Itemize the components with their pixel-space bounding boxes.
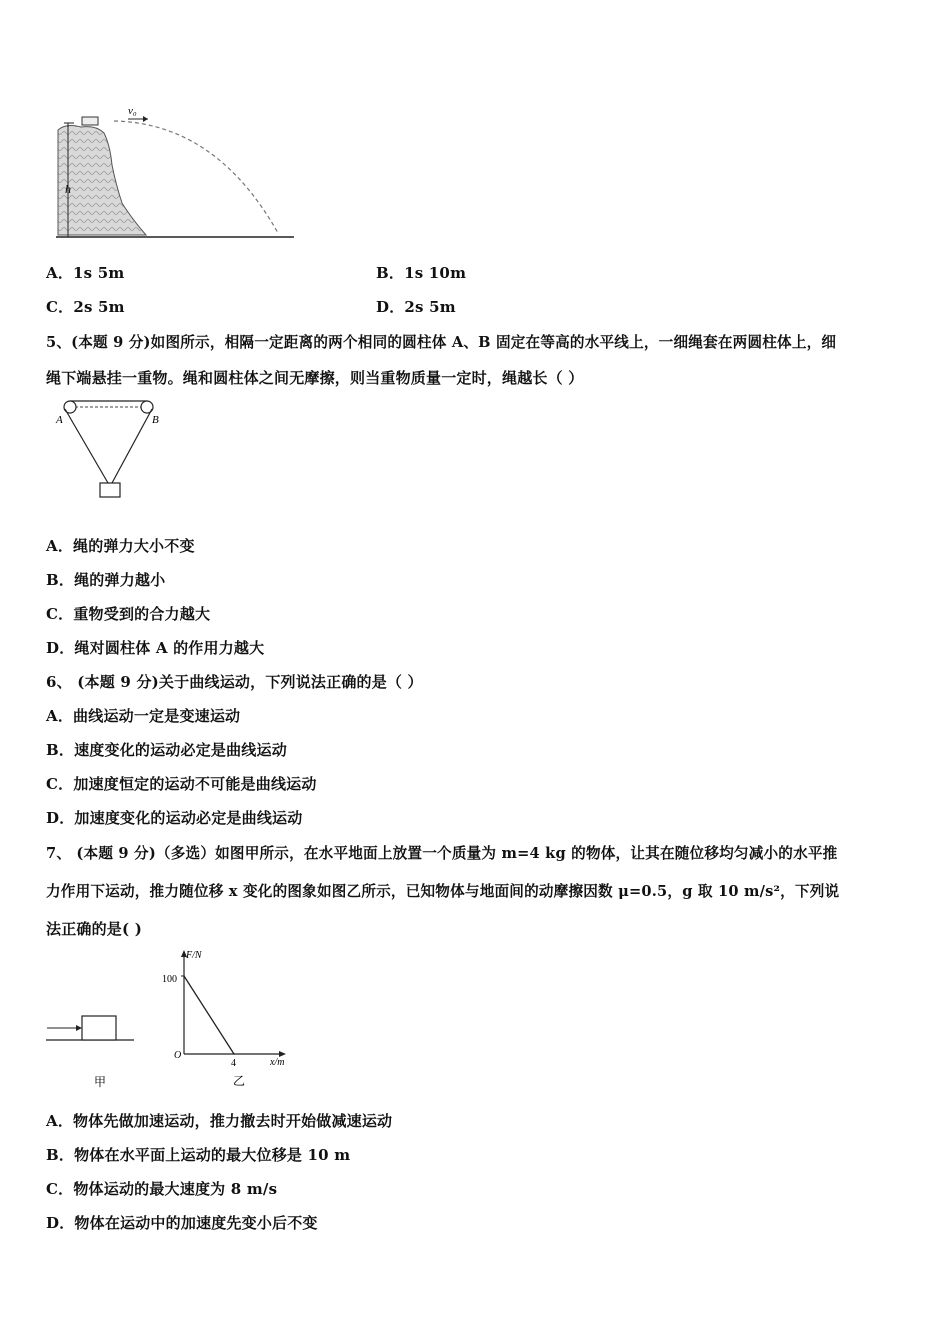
q6-option-c xyxy=(46,773,317,794)
label-h: h xyxy=(65,182,71,196)
q5-option-a xyxy=(46,535,195,556)
option-text: 加速度变化的运动必定是曲线运动 xyxy=(74,809,303,827)
velocity-arrowhead xyxy=(143,116,148,122)
rope-right xyxy=(112,409,152,483)
q6-stem-line1: 6、 (本题 9 分)关于曲线运动，下列说法正确的是（ ） xyxy=(46,673,423,691)
q5-option-b xyxy=(46,569,165,590)
option-text: 2s 5m xyxy=(73,298,125,316)
option-label: D． xyxy=(376,298,405,316)
q7-stem-line2: 力作用下运动，推力随位移 x 变化的图象如图乙所示，已知物体与地面间的动摩擦因数 μ=0.5，g 取 10 m/s²，下列说 xyxy=(46,883,840,900)
option-text: 1s 5m xyxy=(73,264,125,282)
q5-stem-line1: 5、(本题 9 分)如图所示，相隔一定距离的两个相同的圆柱体 A、B 固定在等高的水平线上，一细绳套在两圆柱体上，细 xyxy=(46,334,837,351)
x-axis-label: x/m xyxy=(270,1057,285,1068)
cliff-shape xyxy=(58,126,146,235)
q6-option-a xyxy=(46,705,240,726)
option-text: 物体运动的最大速度为 8 m/s xyxy=(73,1180,278,1198)
q4-cliff-svg xyxy=(46,105,306,245)
option-text: 物体在运动中的加速度先变小后不变 xyxy=(74,1214,318,1232)
hanging-weight xyxy=(100,483,120,497)
option-text: 物体在水平面上运动的最大位移是 10 m xyxy=(74,1146,351,1164)
q5-option-c xyxy=(46,603,210,624)
option-label: B． xyxy=(46,571,75,589)
option-label: C． xyxy=(46,775,74,793)
label-v0: v₀ xyxy=(128,105,137,117)
q5-pulley-svg xyxy=(50,395,180,505)
option-label: C． xyxy=(46,298,74,316)
option-label: A． xyxy=(46,1112,74,1130)
launcher xyxy=(82,117,98,125)
option-text: 绳的弹力大小不变 xyxy=(73,537,195,555)
q7-stem-line3: 法正确的是( ) xyxy=(46,920,143,938)
label-a: A xyxy=(56,414,63,426)
option-text: 1s 10m xyxy=(404,264,467,282)
q4-option-a xyxy=(46,262,124,283)
option-label: C． xyxy=(46,1180,74,1198)
q7-jia-svg xyxy=(44,1010,139,1090)
option-label: A． xyxy=(46,537,74,555)
y-axis-label: F/N xyxy=(186,950,202,961)
q5-pulley-figure xyxy=(50,395,180,505)
option-text: 曲线运动一定是变速运动 xyxy=(73,707,241,725)
q7-option-d xyxy=(46,1212,318,1233)
option-text: 重物受到的合力越大 xyxy=(73,605,211,623)
jia-caption: 甲 xyxy=(94,1075,107,1089)
q5-stem-line2: 绳下端悬挂一重物。绳和圆柱体之间无摩擦，则当重物质量一定时，绳越长（ ） xyxy=(46,369,584,387)
option-text: 物体先做加速运动，推力撤去时开始做减速运动 xyxy=(73,1112,393,1130)
q7-option-b xyxy=(46,1144,350,1165)
jia-block xyxy=(82,1016,116,1040)
jia-force-arrowhead xyxy=(76,1025,82,1031)
option-text: 绳的弹力越小 xyxy=(74,571,166,589)
option-label: B． xyxy=(376,264,405,282)
q4-cliff-figure xyxy=(46,105,306,245)
option-text: 绳对圆柱体 A 的作用力越大 xyxy=(74,639,265,657)
q7-option-c xyxy=(46,1178,277,1199)
option-label: B． xyxy=(46,1146,75,1164)
q7-option-a xyxy=(46,1110,392,1131)
q6-option-d xyxy=(46,807,302,828)
q4-option-c xyxy=(46,296,125,317)
option-text: 速度变化的运动必定是曲线运动 xyxy=(74,741,287,759)
q4-option-d xyxy=(376,296,456,317)
option-label: D． xyxy=(46,639,75,657)
data-point xyxy=(233,1053,235,1055)
option-text: 加速度恒定的运动不可能是曲线运动 xyxy=(73,775,317,793)
option-label: D． xyxy=(46,809,75,827)
option-label: C． xyxy=(46,605,74,623)
y-tick-label-100: 100 xyxy=(162,974,177,985)
q6-option-b xyxy=(46,739,287,760)
option-label: B． xyxy=(46,741,75,759)
origin-label: O xyxy=(174,1050,182,1061)
yi-caption: 乙 xyxy=(233,1074,246,1088)
option-label: A． xyxy=(46,264,74,282)
label-b: B xyxy=(152,414,159,426)
rope-left xyxy=(65,409,108,483)
option-label: D． xyxy=(46,1214,75,1232)
force-line xyxy=(184,976,234,1054)
q7-stem-line1: 7、 (本题 9 分)（多选）如图甲所示，在水平地面上放置一个质量为 m=4 kg 的物体，让其在随位移均匀减小的水平推 xyxy=(46,845,838,862)
q7-figure-yi xyxy=(158,944,298,1094)
trajectory-path xyxy=(114,121,278,233)
q7-figure-jia xyxy=(44,1010,139,1090)
q5-option-d xyxy=(46,637,264,658)
option-label: A． xyxy=(46,707,74,725)
q7-fx-chart xyxy=(158,944,298,1094)
option-text: 2s 5m xyxy=(404,298,456,316)
q4-option-b xyxy=(376,262,466,283)
x-tick-label-4: 4 xyxy=(231,1058,236,1069)
